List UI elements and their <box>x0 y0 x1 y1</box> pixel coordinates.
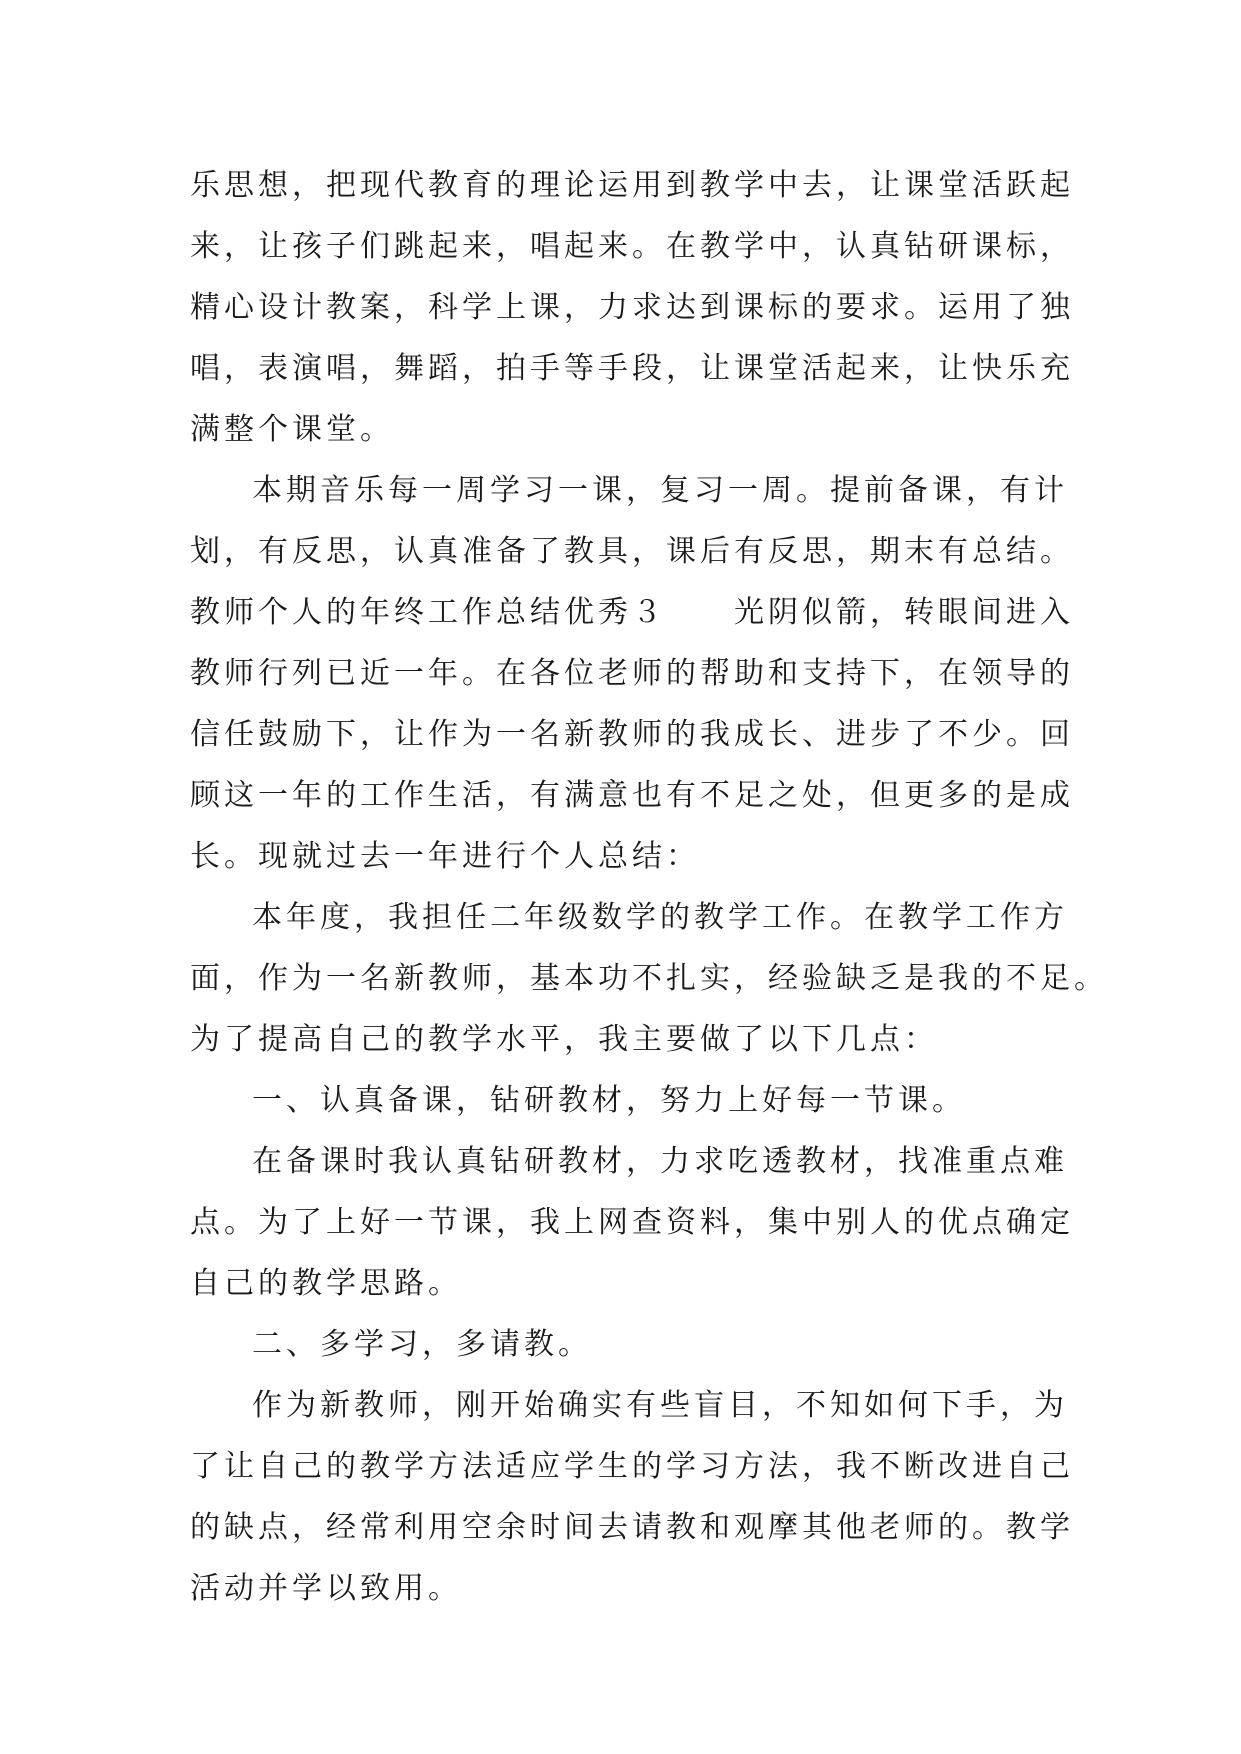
text-line: 的缺点，经常利用空余时间去请教和观摩其他老师的。教学 <box>190 1510 1074 1545</box>
text-line: 自己的教学思路。 <box>190 1266 462 1301</box>
section-heading-line: 二、多学习，多请教。 <box>252 1327 592 1362</box>
text-line: 顾这一年的工作生活，有满意也有不足之处，但更多的是成 <box>190 778 1074 813</box>
heading-inline-line: 教师个人的年终工作总结优秀３ 光阴似箭，转眼间进入 <box>190 595 1074 630</box>
text-line: 了让自己的教学方法适应学生的学习方法，我不断改进自己 <box>190 1449 1074 1484</box>
text-line: 唱，表演唱，舞蹈，拍手等手段，让课堂活起来，让快乐充 <box>190 351 1074 386</box>
text-line: 划，有反思，认真准备了教具，课后有反思，期末有总结。 <box>190 534 1074 569</box>
text-line: 面，作为一名新教师，基本功不扎实，经验缺乏是我的不足。 <box>190 961 1108 996</box>
text-line: 来，让孩子们跳起来，唱起来。在教学中，认真钻研课标， <box>190 229 1074 264</box>
text-line: 长。现就过去一年进行个人总结： <box>190 839 700 874</box>
text-line: 信任鼓励下，让作为一名新教师的我成长、进步了不少。回 <box>190 717 1074 752</box>
text-line: 精心设计教案，科学上课，力求达到课标的要求。运用了独 <box>190 290 1074 325</box>
text-line: 点。为了上好一节课，我上网查资料，集中别人的优点确定 <box>190 1205 1074 1240</box>
text-line: 教师行列已近一年。在各位老师的帮助和支持下，在领导的 <box>190 656 1074 691</box>
paragraph-start-line: 作为新教师，刚开始确实有些盲目，不知如何下手，为 <box>252 1388 1068 1423</box>
paragraph-start-line: 在备课时我认真钻研教材，力求吃透教材，找准重点难 <box>252 1144 1068 1179</box>
document-body <box>190 155 1108 1619</box>
text-line: 为了提高自己的教学水平，我主要做了以下几点： <box>190 1022 938 1057</box>
section-heading-line: 一、认真备课，钻研教材，努力上好每一节课。 <box>252 1083 966 1118</box>
text-line: 乐思想，把现代教育的理论运用到教学中去，让课堂活跃起 <box>190 168 1074 203</box>
paragraph-start-line: 本年度，我担任二年级数学的教学工作。在教学工作方 <box>252 900 1068 935</box>
paragraph-start-line: 本期音乐每一周学习一课，复习一周。提前备课，有计 <box>252 473 1068 508</box>
text-line: 活动并学以致用。 <box>190 1571 462 1606</box>
text-line: 满整个课堂。 <box>190 412 394 447</box>
